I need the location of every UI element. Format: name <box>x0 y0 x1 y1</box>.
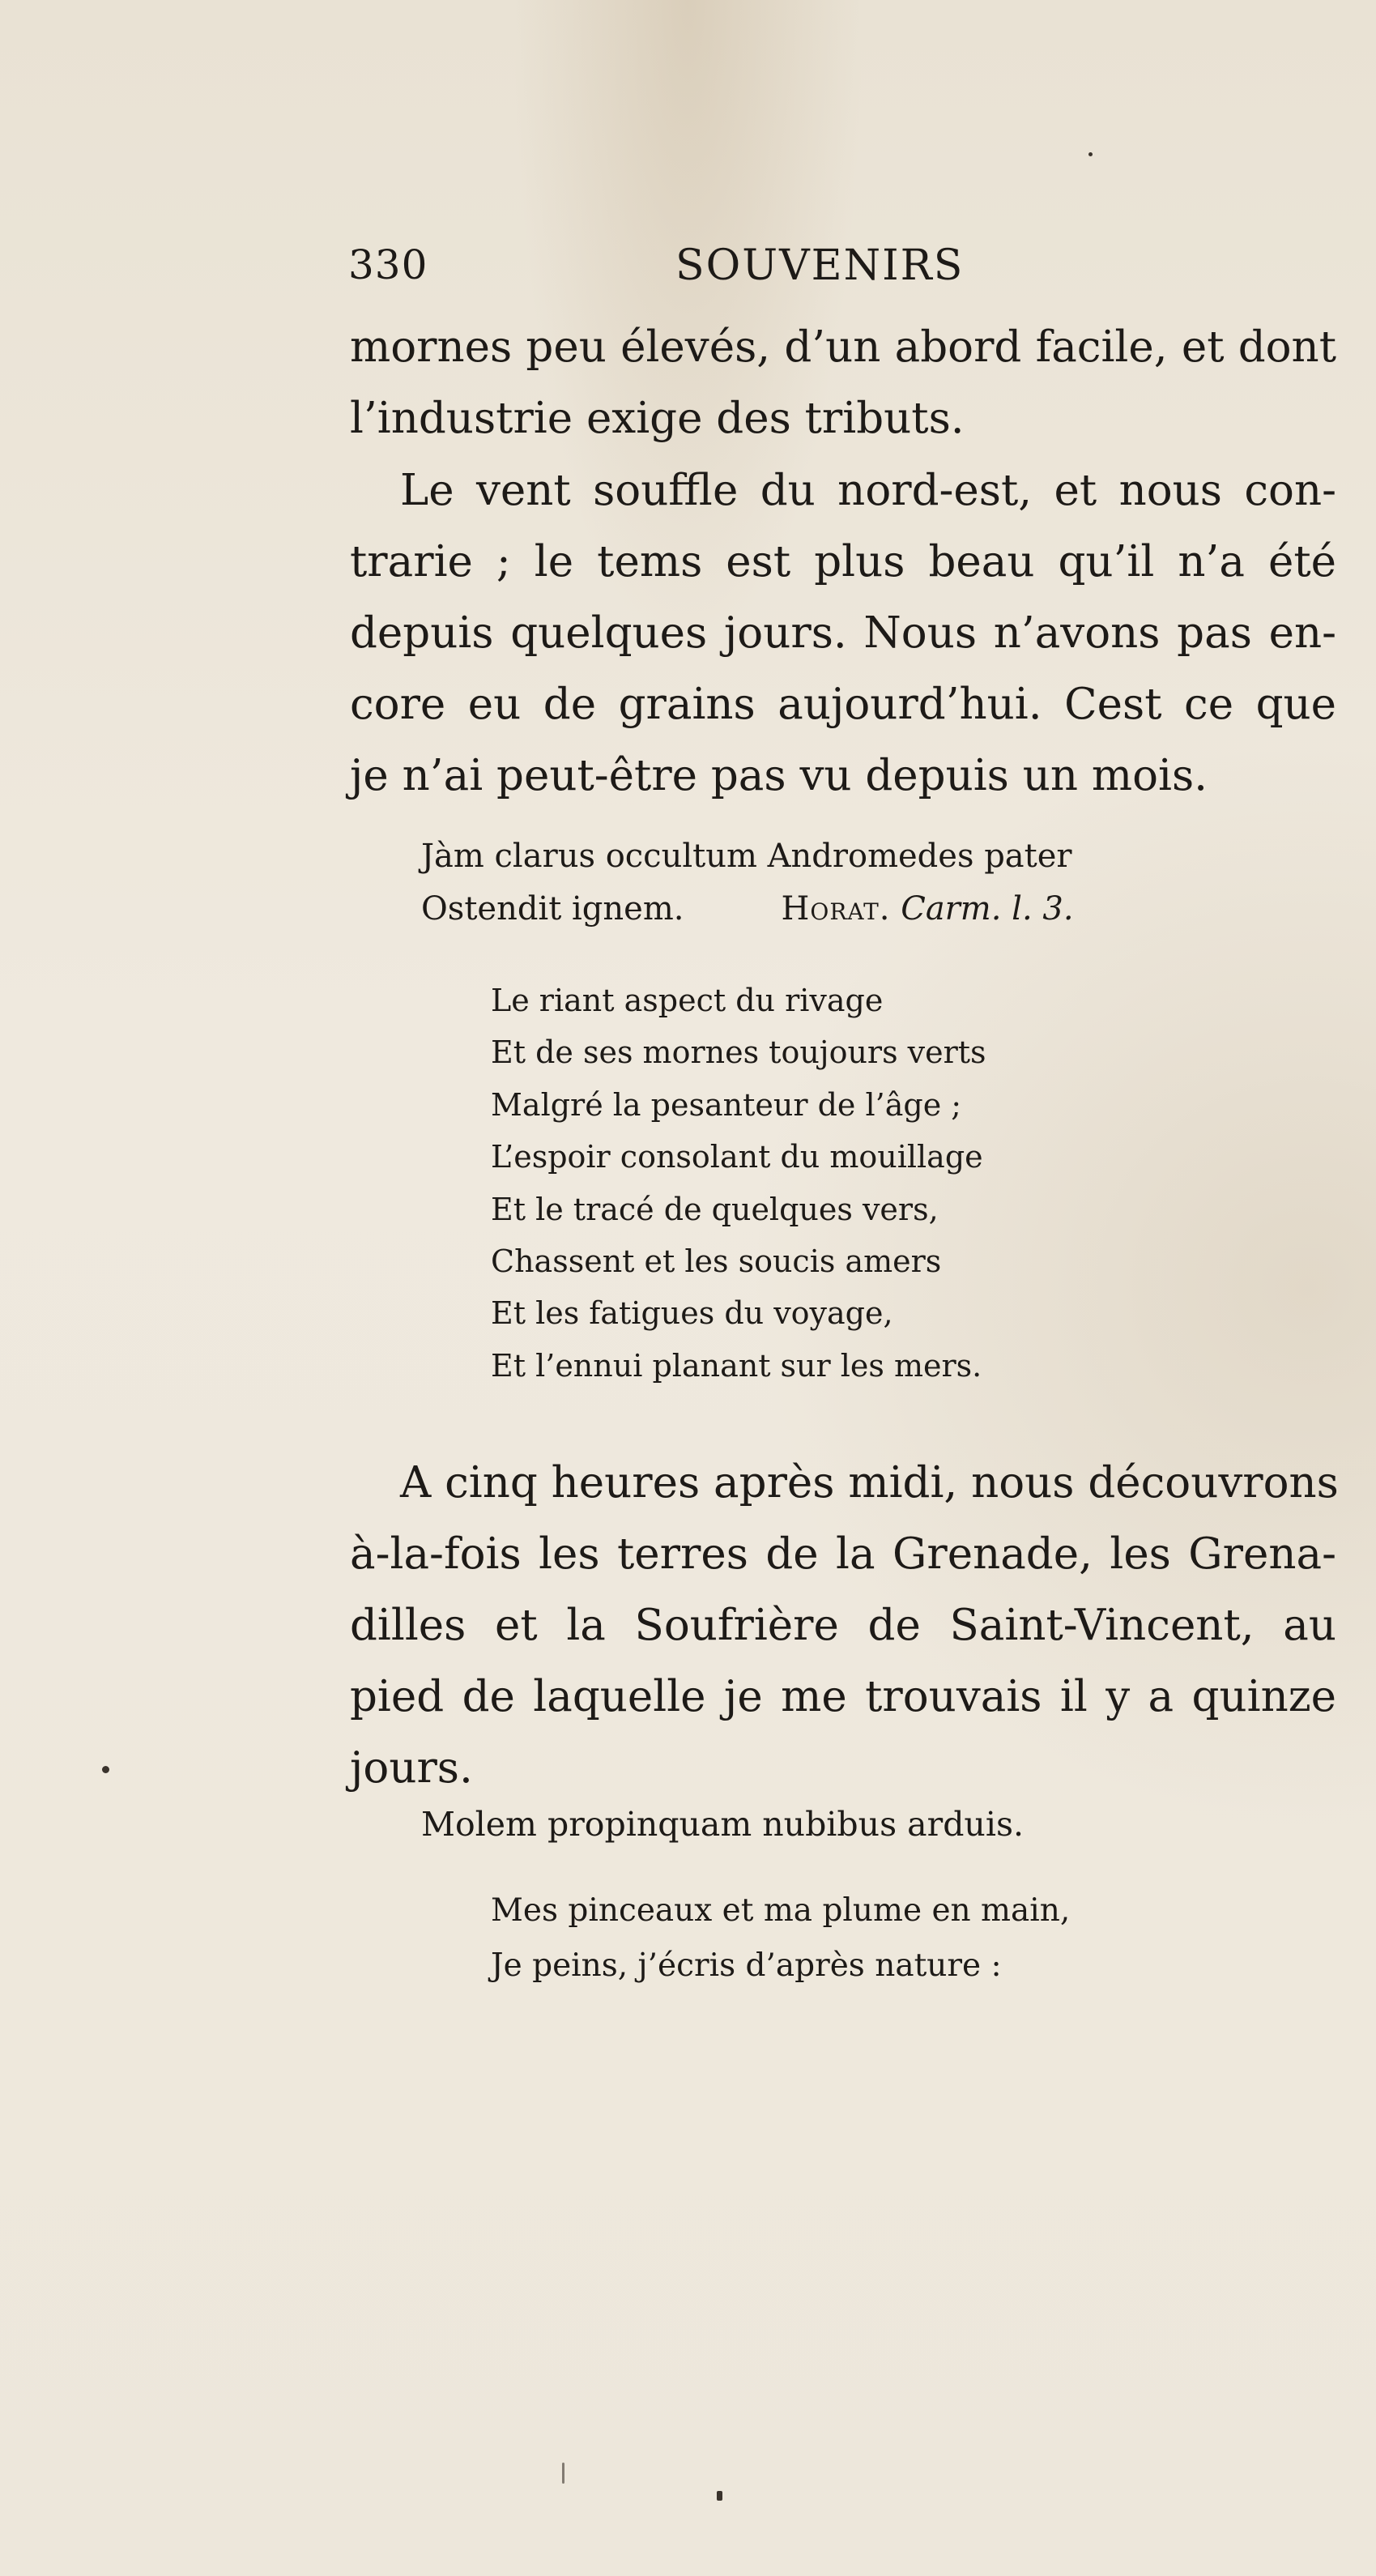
paper-speck <box>562 2463 564 2484</box>
text-line: pied de laquelle je me trouvais il y a quinze <box>350 1672 1336 1721</box>
poem-line: Et le tracé de quelques vers, <box>491 1191 939 1227</box>
quote-text: Ostendit ignem. <box>421 890 684 928</box>
text-line: à-la-fois les terres de la Grenade, les Grena- <box>350 1529 1336 1579</box>
page-header <box>348 241 1336 306</box>
poem-line: Le riant aspect du rivage <box>491 983 884 1018</box>
paragraph-wind <box>350 455 1336 812</box>
quote-line <box>421 883 1074 936</box>
text-line: l’industrie exige des tributs. <box>350 394 965 443</box>
quote-work: Carm. l. 3. <box>901 890 1074 928</box>
poem-line: Et de ses mornes toujours verts <box>491 1034 986 1071</box>
text-line: trarie ; le tems est plus beau qu’il n’a été <box>350 537 1336 586</box>
poem-line: Malgré la pesanteur de l’âge ; <box>491 1086 962 1123</box>
text-line: mornes peu élevés, d’un abord facile, et dont <box>350 322 1336 372</box>
text-line: je n’ai peut-être pas vu depuis un mois. <box>350 751 1208 800</box>
paper-speck <box>717 2491 722 2501</box>
poem-pinceaux <box>491 1883 1070 1994</box>
text-line: Le vent souffle du nord-est, et nous con- <box>400 466 1336 515</box>
paragraph-continuation <box>350 312 1336 454</box>
paragraph-grenade <box>350 1448 1339 1804</box>
paper-speck <box>102 1766 109 1773</box>
text-line: dilles et la Soufrière de Saint-Vincent, au <box>350 1601 1336 1650</box>
poem-line: Et les fatigues du voyage, <box>491 1295 893 1332</box>
text-line: A cinq heures après midi, nous découvrons <box>400 1458 1339 1508</box>
quote-line: Molem propinquam nubibus arduis. <box>421 1805 1025 1844</box>
text-line: core eu de grains aujourd’hui. Cest ce que <box>350 680 1336 729</box>
running-title: SOUVENIRS <box>675 241 965 290</box>
poem-line: Je peins, j’écris d’après nature : <box>491 1947 1002 1984</box>
poem-rivage <box>491 975 986 1392</box>
poem-line: L’espoir consolant du mouillage <box>491 1139 983 1175</box>
poem-line: Mes pinceaux et ma plume en main, <box>491 1892 1071 1929</box>
poem-line: Chassent et les soucis amers <box>491 1243 942 1279</box>
text-line: jours. <box>350 1743 473 1793</box>
quote-line: Jàm clarus occultum Andromedes pater <box>421 838 1072 875</box>
latin-quote-molem <box>421 1798 1024 1851</box>
quote-author: Horat. <box>781 890 891 928</box>
text-line: depuis quelques jours. Nous n’avons pas en- <box>350 608 1336 658</box>
latin-quote-horace <box>421 830 1074 936</box>
page-number: 330 <box>348 241 428 288</box>
paper-speck <box>1088 152 1093 156</box>
poem-line: Et l’ennui planant sur les mers. <box>491 1347 982 1384</box>
